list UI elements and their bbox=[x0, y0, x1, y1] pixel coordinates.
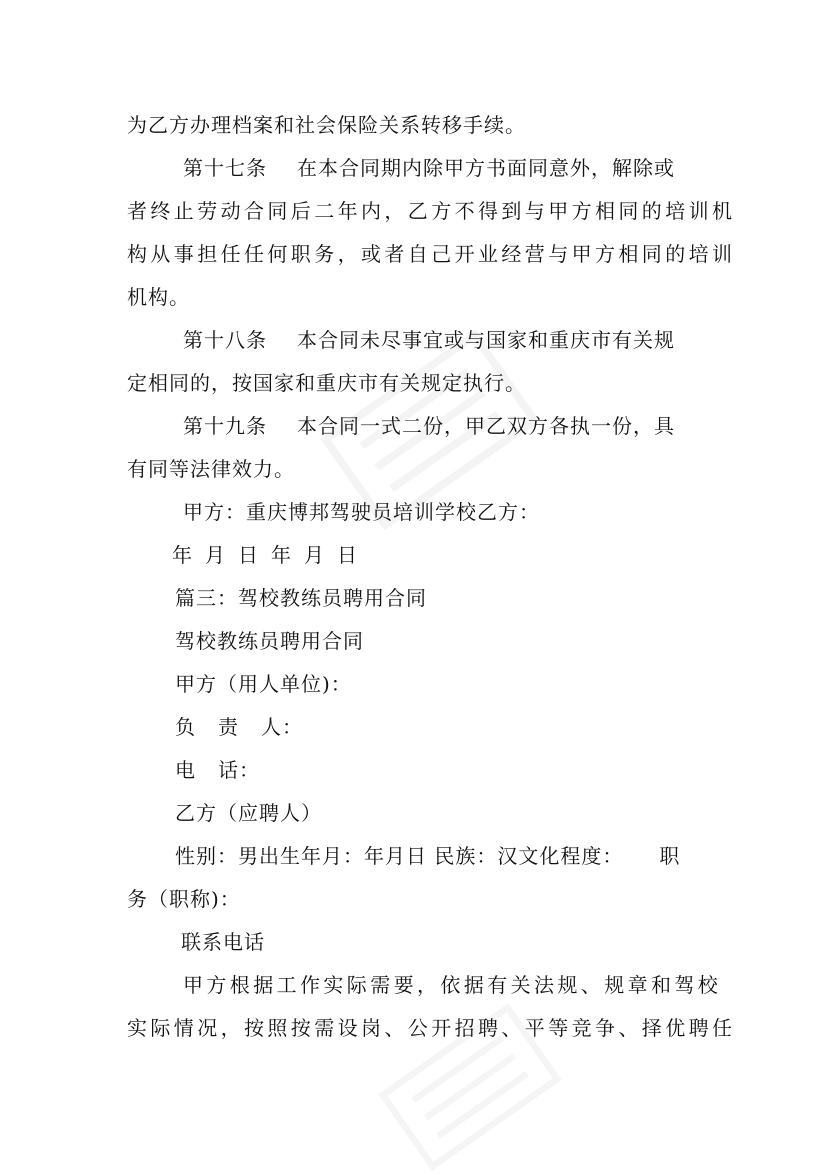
position-field: 务（职称)： bbox=[127, 887, 241, 911]
paragraph-line: 为乙方办理档案和社会保险关系转移手续。 bbox=[127, 113, 526, 137]
paragraph-line: 机构。 bbox=[127, 285, 190, 309]
document-title: 驾校教练员聘用合同 bbox=[175, 629, 364, 653]
paragraph-line: 第十八条 本合同未尽事宜或与国家和重庆市有关规 bbox=[183, 328, 675, 352]
paragraph-line: 构从事担任任何职务，或者自己开业经营与甲方相同的培训 bbox=[127, 242, 736, 266]
personal-info-line: 性别：男出生年月：年月日 民族：汉文化程度： 职 bbox=[175, 844, 681, 868]
paragraph-line: 有同等法律效力。 bbox=[127, 457, 295, 481]
article-number: 第十九条 bbox=[183, 414, 267, 438]
paragraph-line: 实际情况，按照按需设岗、公开招聘、平等竞争、择优聘任 bbox=[127, 1016, 736, 1040]
signature-line: 甲方：重庆博邦驾驶员培训学校乙方： bbox=[183, 500, 540, 524]
paragraph-line: 者终止劳动合同后二年内，乙方不得到与甲方相同的培训机 bbox=[127, 199, 736, 223]
article-number: 第十七条 bbox=[183, 156, 267, 180]
paragraph-line: 第十九条 本合同一式二份，甲乙双方各执一份，具 bbox=[183, 414, 675, 438]
responsible-person-field: 负 责 人： bbox=[175, 715, 303, 739]
paragraph-line: 定相同的，按国家和重庆市有关规定执行。 bbox=[127, 371, 526, 395]
paragraph-line: 甲方根据工作实际需要，依据有关法规、规章和驾校 bbox=[183, 973, 722, 997]
paragraph-line: 第十七条 在本合同期内除甲方书面同意外，解除或 bbox=[183, 156, 675, 180]
date-line: 年 月 日 年 月 日 bbox=[172, 543, 358, 567]
party-a-field: 甲方（用人单位)： bbox=[175, 672, 352, 696]
contact-phone-field: 联系电话 bbox=[181, 930, 265, 954]
section-heading: 篇三：驾校教练员聘用合同 bbox=[175, 586, 427, 610]
party-b-field: 乙方（应聘人） bbox=[175, 801, 322, 825]
phone-field: 电 话： bbox=[175, 758, 260, 782]
article-number: 第十八条 bbox=[183, 328, 267, 352]
